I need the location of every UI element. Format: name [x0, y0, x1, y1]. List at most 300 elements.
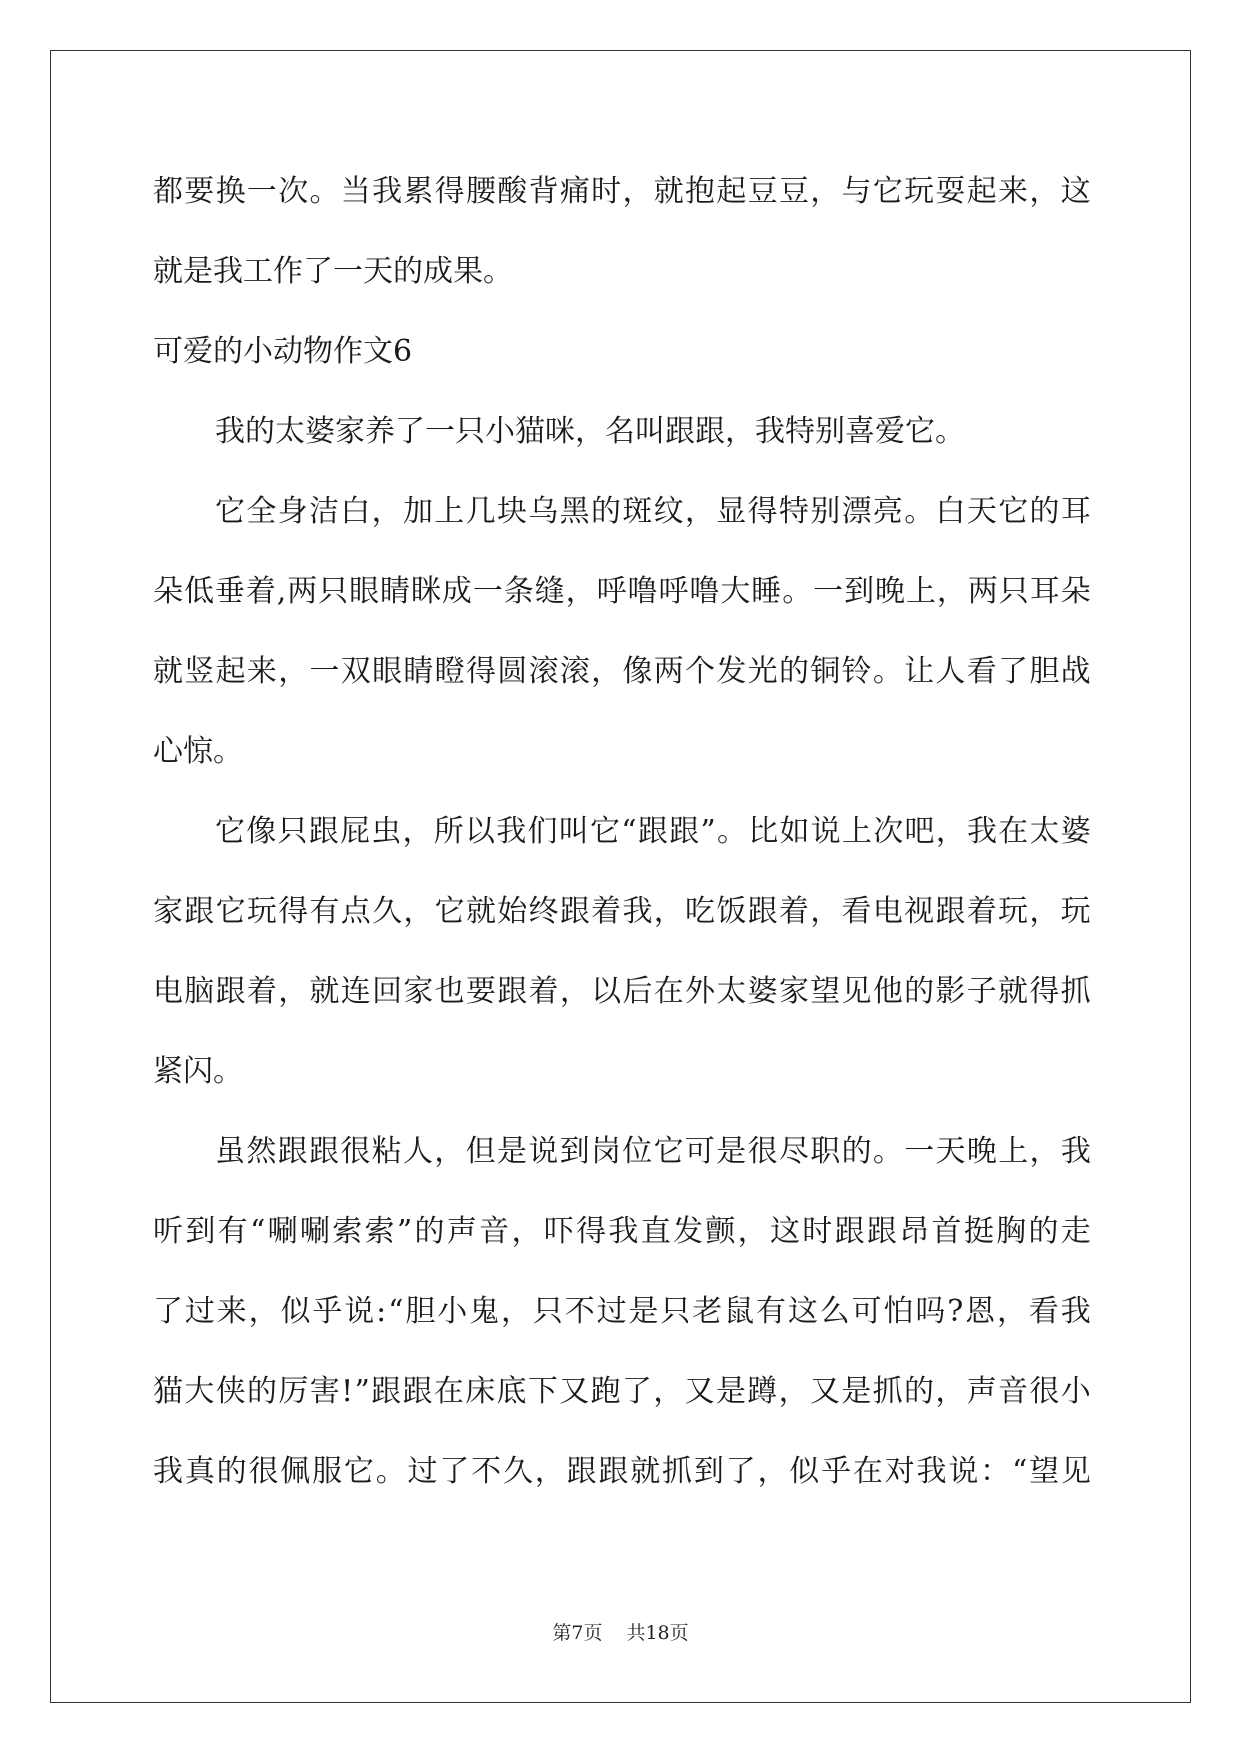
char: 索 — [332, 1214, 363, 1249]
char: 的 — [841, 1134, 872, 1169]
char: ， — [1029, 1134, 1060, 1169]
char: 着 — [528, 974, 559, 1009]
char: 我 — [1060, 1294, 1091, 1329]
document-body — [153, 160, 1091, 1520]
char: “ — [1011, 1454, 1028, 1489]
text-line: 我的太婆家养了一只小猫咪，名叫跟跟，我特别喜爱它。 — [215, 414, 965, 449]
char: 累 — [403, 174, 434, 209]
char: “ — [621, 814, 637, 849]
char: 两 — [653, 654, 684, 689]
char: 它 — [872, 174, 903, 209]
char: 眼 — [349, 574, 380, 609]
char: 到 — [844, 574, 875, 609]
char: 洁 — [308, 494, 339, 529]
char: 时 — [591, 174, 622, 209]
char: 都 — [153, 174, 183, 209]
char: 职 — [810, 1134, 841, 1169]
char: 直 — [640, 1214, 671, 1249]
char: 晚 — [966, 1134, 997, 1169]
char: 的 — [216, 1454, 247, 1489]
char: 玩 — [904, 174, 935, 209]
char: 我 — [622, 894, 653, 929]
char: ， — [810, 174, 841, 209]
char: 身 — [277, 494, 308, 529]
char: 它 — [215, 494, 245, 529]
char: 得 — [747, 494, 778, 529]
char: 蹲 — [747, 1374, 778, 1409]
char: 看 — [966, 654, 997, 689]
char: 的 — [247, 1374, 278, 1409]
char: 望 — [810, 974, 841, 1009]
char: 。 — [782, 574, 813, 609]
char: 像 — [622, 654, 653, 689]
char: 跟 — [497, 974, 528, 1009]
char: 如 — [779, 814, 810, 849]
text-line — [153, 1120, 1091, 1200]
char: 一 — [813, 574, 844, 609]
char: 望 — [1029, 1454, 1060, 1489]
char: 。 — [375, 1454, 406, 1489]
char: ， — [653, 894, 684, 929]
char: 双 — [340, 654, 371, 689]
char: 朵 — [1060, 574, 1091, 609]
section-heading: 可爱的小动物作文6 — [153, 334, 413, 369]
char: 眼 — [372, 654, 403, 689]
char: 就 — [630, 1454, 661, 1489]
char: 终 — [528, 894, 559, 929]
char: 真 — [184, 1454, 215, 1489]
char: 晚 — [875, 574, 906, 609]
char: 得 — [434, 174, 465, 209]
char: ， — [653, 1374, 684, 1409]
char: 。 — [872, 654, 903, 689]
char: 时 — [802, 1214, 833, 1249]
char: 漂 — [841, 494, 872, 529]
char: 跟 — [747, 894, 778, 929]
char: 个 — [685, 654, 716, 689]
char: 两 — [967, 574, 998, 609]
char: 一 — [309, 654, 340, 689]
char: 来 — [246, 654, 277, 689]
char: 所 — [433, 814, 464, 849]
char: 我 — [608, 1214, 639, 1249]
char: 说 — [810, 814, 841, 849]
char: 说 — [528, 1134, 559, 1169]
char: 粘 — [371, 1134, 402, 1169]
char: 子 — [966, 974, 997, 1009]
char: 有 — [217, 1214, 248, 1249]
char: 瞪 — [434, 654, 465, 689]
char: ， — [371, 494, 402, 529]
char: 又 — [684, 1374, 715, 1409]
text-line — [153, 800, 1091, 880]
char: 竖 — [184, 654, 215, 689]
char: 床 — [465, 1374, 496, 1409]
char: ， — [684, 494, 715, 529]
char: 天 — [966, 494, 997, 529]
char: 起 — [215, 654, 246, 689]
char: 说 — [344, 1294, 375, 1329]
char: 跟 — [935, 894, 966, 929]
char: 饭 — [716, 894, 747, 929]
char: 我 — [496, 814, 527, 849]
char: ， — [936, 574, 967, 609]
char: 昂 — [899, 1214, 930, 1249]
char: 以 — [465, 814, 495, 849]
char: 唰 — [299, 1214, 330, 1249]
char: 似 — [789, 1454, 820, 1489]
char: 影 — [935, 974, 966, 1009]
char: 厉 — [278, 1374, 309, 1409]
char: 得 — [576, 1214, 607, 1249]
char: ， — [402, 814, 433, 849]
char: 的 — [414, 1214, 445, 1249]
char: 让 — [904, 654, 935, 689]
char: 看 — [1028, 1294, 1059, 1329]
char: 一 — [472, 574, 503, 609]
char: 说 — [948, 1454, 979, 1489]
char: 呼 — [596, 574, 627, 609]
char: 害 — [309, 1374, 340, 1409]
char: 就 — [153, 654, 183, 689]
char: 以 — [591, 974, 622, 1009]
char: 猫 — [153, 1374, 183, 1409]
char: 太 — [716, 974, 747, 1009]
char: 着 — [778, 894, 809, 929]
char: 小 — [1060, 1374, 1091, 1409]
char: 。 — [716, 814, 747, 849]
char: 的 — [1028, 1214, 1059, 1249]
char: 始 — [497, 894, 528, 929]
char: 服 — [312, 1454, 343, 1489]
char: 在 — [433, 1374, 464, 1409]
char: 么 — [819, 1294, 850, 1329]
char: 到 — [185, 1214, 216, 1249]
char: 一 — [246, 174, 277, 209]
char: 到 — [559, 1134, 590, 1169]
char: 噜 — [689, 574, 720, 609]
char: 底 — [496, 1374, 527, 1409]
char: 斑 — [622, 494, 653, 529]
char: 跟 — [184, 894, 215, 929]
char: 来 — [998, 174, 1029, 209]
char: 睡 — [751, 574, 782, 609]
char: 很 — [248, 1454, 279, 1489]
char: 见 — [1060, 1454, 1091, 1489]
char: 一 — [904, 1134, 935, 1169]
char: 了 — [153, 1294, 183, 1329]
char: 鬼 — [469, 1294, 500, 1329]
char: 耳 — [1029, 574, 1060, 609]
char: 起 — [716, 174, 747, 209]
char: 来 — [216, 1294, 247, 1329]
char: 大 — [720, 574, 751, 609]
char: ， — [778, 1374, 809, 1409]
char: ， — [757, 1454, 788, 1489]
char: 电 — [872, 894, 903, 929]
char: 发 — [673, 1214, 703, 1249]
char: 人 — [935, 654, 966, 689]
char: 缝 — [534, 574, 565, 609]
char: 到 — [693, 1454, 724, 1489]
char: 过 — [184, 1294, 215, 1329]
char: ， — [622, 174, 653, 209]
char: 抓 — [872, 1374, 903, 1409]
char: ” — [700, 814, 716, 849]
char: 次 — [873, 814, 904, 849]
char: ， — [935, 1374, 966, 1409]
char: 只 — [532, 1294, 563, 1329]
char: : — [376, 1294, 387, 1329]
char: 很 — [1029, 1374, 1060, 1409]
char: 屁 — [340, 814, 370, 849]
char: 条 — [503, 574, 534, 609]
char: 就 — [309, 974, 340, 1009]
page-total: 共18页 — [626, 1622, 689, 1644]
char: 噜 — [627, 574, 658, 609]
char: “ — [388, 1294, 404, 1329]
char: 抱 — [685, 174, 716, 209]
char: 首 — [931, 1214, 962, 1249]
text-line: 紧闪。 — [153, 1054, 243, 1089]
char: 跟 — [277, 1134, 308, 1169]
char: 的 — [778, 654, 809, 689]
text-line — [153, 640, 1091, 720]
char: 下 — [527, 1374, 558, 1409]
char: 是 — [628, 1294, 659, 1329]
char: ， — [565, 574, 596, 609]
char: 又 — [809, 1374, 840, 1409]
char: 虫 — [371, 814, 402, 849]
char: 跟 — [566, 1454, 597, 1489]
char: 在 — [998, 814, 1029, 849]
char: 滚 — [559, 654, 590, 689]
char: 又 — [559, 1374, 590, 1409]
char: 块 — [496, 494, 527, 529]
char: 过 — [407, 1454, 438, 1489]
char: 跟 — [866, 1214, 897, 1249]
char: 着 — [246, 974, 277, 1009]
char: 亮 — [872, 494, 903, 529]
char: 加 — [402, 494, 433, 529]
char: ， — [997, 1294, 1028, 1329]
char: 位 — [622, 1134, 653, 1169]
char: 婆 — [747, 974, 778, 1009]
char: 久 — [372, 894, 403, 929]
text-line — [153, 1440, 1091, 1520]
char: 不 — [471, 1454, 502, 1489]
char: 跟 — [559, 894, 590, 929]
char: 见 — [841, 974, 872, 1009]
char: 电 — [153, 974, 183, 1009]
char: 了 — [439, 1454, 470, 1489]
char: 家 — [153, 894, 183, 929]
char: 音 — [479, 1214, 510, 1249]
char: 家 — [778, 974, 809, 1009]
char: 显 — [716, 494, 747, 529]
char: 跟 — [598, 1454, 629, 1489]
text-line — [153, 1280, 1091, 1360]
char: 跟 — [669, 814, 700, 849]
char: 我 — [153, 1454, 183, 1489]
page-number: 第7页 — [552, 1622, 603, 1644]
char: 可 — [684, 1134, 715, 1169]
char: 豆 — [747, 174, 778, 209]
char: 我 — [916, 1454, 947, 1489]
char: 睛 — [380, 574, 411, 609]
char: 怕 — [883, 1294, 914, 1329]
char: 大 — [184, 1374, 215, 1409]
char: 在 — [852, 1454, 883, 1489]
char: 天 — [935, 1134, 966, 1169]
char: 跟 — [308, 1134, 339, 1169]
char: 跑 — [590, 1374, 621, 1409]
char: 胸 — [996, 1214, 1027, 1249]
char: 了 — [998, 654, 1029, 689]
char: 胆 — [405, 1294, 436, 1329]
char: 只 — [998, 574, 1029, 609]
text-line: 心惊。 — [153, 734, 243, 769]
char: 玩 — [246, 894, 277, 929]
char: 侠 — [215, 1374, 246, 1409]
char: 叫 — [558, 814, 589, 849]
char: 的 — [1029, 494, 1060, 529]
char: , — [276, 574, 287, 609]
char: ， — [278, 654, 309, 689]
char: 玩 — [1060, 894, 1091, 929]
char: 很 — [747, 1134, 778, 1169]
char: 上 — [998, 1134, 1029, 1169]
char: 外 — [685, 974, 716, 1009]
char: 有 — [755, 1294, 786, 1329]
char: 是 — [496, 1134, 527, 1169]
char: 老 — [692, 1294, 723, 1329]
char: 是 — [716, 1134, 747, 1169]
char: ， — [511, 1214, 542, 1249]
char: 有 — [309, 894, 340, 929]
char: 上 — [905, 574, 936, 609]
char: ， — [935, 814, 966, 849]
char: 吓 — [543, 1214, 574, 1249]
char: 次 — [278, 174, 309, 209]
char: 声 — [966, 1374, 997, 1409]
char: 岗 — [590, 1134, 621, 1169]
char: 乎 — [312, 1294, 343, 1329]
char: 很 — [340, 1134, 371, 1169]
char: 似 — [280, 1294, 311, 1329]
char: 是 — [715, 1374, 746, 1409]
char: 听 — [153, 1214, 183, 1249]
char: 的 — [590, 494, 621, 529]
char: 走 — [1060, 1214, 1091, 1249]
text-line — [153, 1200, 1091, 1280]
char: 挺 — [963, 1214, 994, 1249]
char: ， — [500, 1294, 531, 1329]
char: 它 — [215, 894, 246, 929]
char: 婆 — [1060, 814, 1091, 849]
char: 我 — [966, 814, 997, 849]
char: 尽 — [778, 1134, 809, 1169]
char: 上 — [434, 494, 465, 529]
char: 腰 — [465, 174, 496, 209]
char: 垂 — [214, 574, 245, 609]
char: ! — [341, 1374, 354, 1409]
char: 着 — [966, 894, 997, 929]
char: 比 — [748, 814, 779, 849]
char: 白 — [340, 494, 371, 529]
char: 但 — [465, 1134, 496, 1169]
char: 鼠 — [724, 1294, 755, 1329]
char: ， — [559, 974, 590, 1009]
char: 这 — [1060, 174, 1091, 209]
char: 恩 — [965, 1294, 996, 1329]
char: 是 — [841, 1374, 872, 1409]
char: 豆 — [778, 174, 809, 209]
text-line — [153, 560, 1091, 640]
char: 得 — [465, 654, 496, 689]
char: 太 — [1029, 814, 1060, 849]
char: 它 — [215, 814, 245, 849]
char: 像 — [246, 814, 277, 849]
text-line — [153, 160, 1091, 240]
char: 了 — [725, 1454, 756, 1489]
char: 耍 — [935, 174, 966, 209]
char: 点 — [340, 894, 371, 929]
char: ， — [534, 1454, 565, 1489]
char: 它 — [343, 1454, 374, 1489]
char: 过 — [596, 1294, 627, 1329]
char: 我 — [372, 174, 403, 209]
char: 起 — [966, 174, 997, 209]
char: 脑 — [184, 974, 215, 1009]
char: 跟 — [308, 814, 339, 849]
char: ， — [248, 1294, 279, 1329]
char: 回 — [372, 974, 403, 1009]
char: 酸 — [497, 174, 528, 209]
text-line — [153, 960, 1091, 1040]
char: 战 — [1060, 654, 1091, 689]
char: 的 — [904, 1374, 934, 1409]
char: 然 — [246, 1134, 277, 1169]
char: 玩 — [998, 894, 1029, 929]
char: 在 — [653, 974, 684, 1009]
char: ： — [980, 1454, 1011, 1489]
char: ， — [434, 1134, 465, 1169]
char: 铜 — [810, 654, 841, 689]
char: 着 — [245, 574, 276, 609]
char: ， — [1029, 174, 1060, 209]
char: 抓 — [662, 1454, 692, 1489]
char: 颤 — [705, 1214, 736, 1249]
char: ” — [396, 1214, 413, 1249]
char: ， — [1029, 894, 1060, 929]
page-footer — [0, 1618, 1241, 1645]
char: 白 — [935, 494, 966, 529]
char: 成 — [441, 574, 472, 609]
char: 全 — [246, 494, 277, 529]
char: 眯 — [410, 574, 441, 609]
char: 索 — [364, 1214, 395, 1249]
char: 的 — [904, 974, 935, 1009]
char: 只 — [660, 1294, 691, 1329]
char: 乌 — [528, 494, 559, 529]
char: 上 — [841, 814, 872, 849]
char: 连 — [340, 974, 371, 1009]
char: 背 — [528, 174, 559, 209]
char: 人 — [402, 1134, 433, 1169]
char: 胆 — [1029, 654, 1060, 689]
char: 只 — [318, 574, 349, 609]
